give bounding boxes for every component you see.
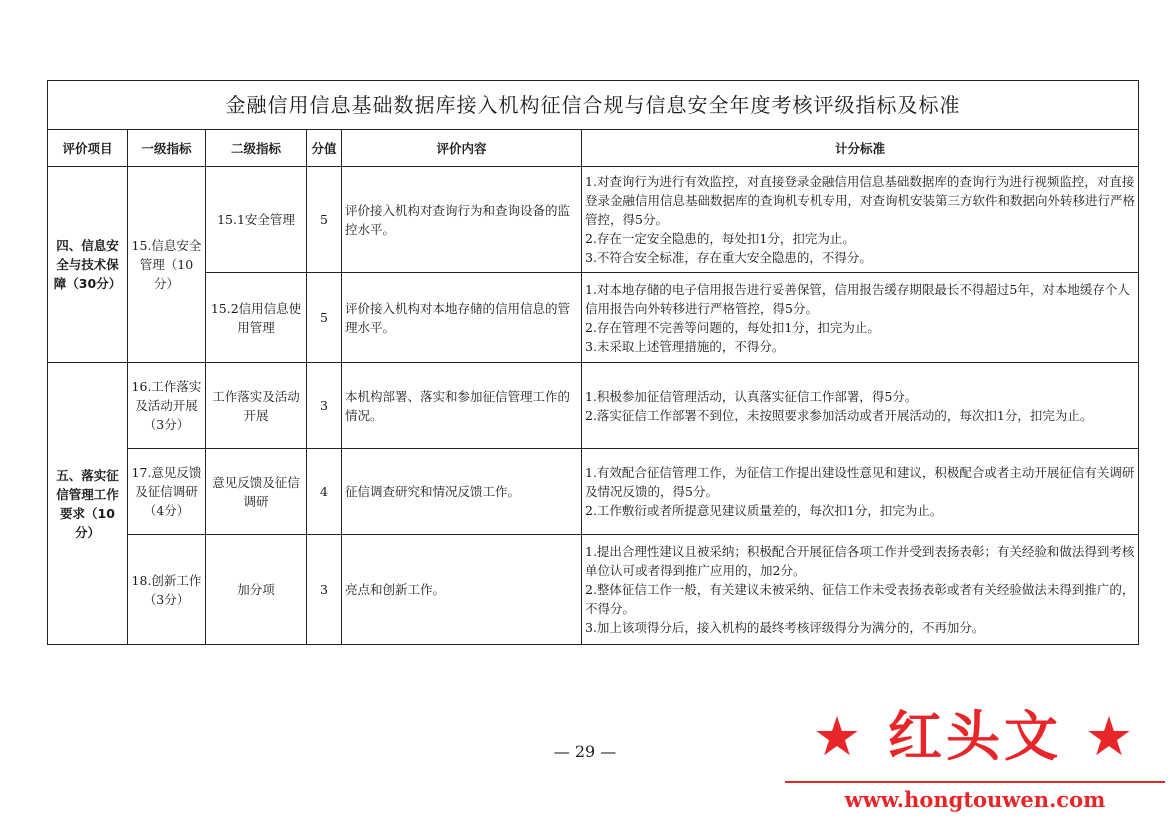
table-row — [48, 363, 1139, 449]
evaluation-table — [47, 80, 1139, 645]
watermark — [785, 705, 1165, 815]
watermark-url: www.hongtouwen.com — [844, 787, 1106, 812]
content-cell: 评价接入机构对查询行为和查询设备的监控水平。 — [342, 167, 582, 273]
title-row — [48, 81, 1139, 130]
criteria-item: 1.对本地存储的电子信用报告进行妥善保管，信用报告缓存期限最长不得超过5年，对本地缓存个人信用报告向外转移进行严格管控，得5分。 — [585, 281, 1130, 316]
criteria-cell — [582, 535, 1139, 645]
criteria-cell — [582, 363, 1139, 449]
watermark-title: ★ 红头文 ★ — [812, 705, 1138, 768]
header-level2: 二级指标 — [206, 130, 307, 167]
criteria-cell — [582, 167, 1139, 273]
page-number: — 29 — — [553, 742, 617, 761]
score-cell: 4 — [307, 449, 342, 535]
score-cell: 5 — [307, 167, 342, 273]
criteria-item: 3.不符合安全标准，存在重大安全隐患的，不得分。 — [585, 250, 872, 265]
table-row — [48, 273, 1139, 363]
content-cell: 亮点和创新工作。 — [342, 535, 582, 645]
table-title: 金融信用信息基础数据库接入机构征信合规与信息安全年度考核评级指标及标准 — [48, 81, 1139, 130]
header-criteria: 计分标准 — [582, 130, 1139, 167]
content-cell: 征信调查研究和情况反馈工作。 — [342, 449, 582, 535]
criteria-item: 3.加上该项得分后，接入机构的最终考核评级得分为满分的，不再加分。 — [585, 620, 985, 635]
table-row — [48, 535, 1139, 645]
criteria-item: 3.未采取上述管理措施的，不得分。 — [585, 338, 785, 354]
category-cell: 四、信息安全与技术保障（30分） — [48, 167, 128, 363]
level2-cell: 工作落实及活动开展 — [206, 363, 307, 449]
level1-cell: 17.意见反馈及征信调研（4分） — [128, 449, 206, 535]
criteria-item: 1.对查询行为进行有效监控，对直接登录金融信用信息基础数据库的查询行为进行视频监控，对直接登录金融信用信息基础数据库的查询机专机专用，对查询机安装第三方软件和数据向外转移进行严格管控，得5分。 — [585, 174, 1136, 227]
level2-cell: 加分项 — [206, 535, 307, 645]
criteria-item: 2.存在一定安全隐患的，每处扣1分，扣完为止。 — [585, 231, 855, 246]
criteria-item: 1.积极参加征信管理活动，认真落实征信工作部署，得5分。 — [585, 388, 918, 404]
level1-cell: 18.创新工作（3分） — [128, 535, 206, 645]
score-cell: 3 — [307, 535, 342, 645]
criteria-item: 1.有效配合征信管理工作，为征信工作提出建设性意见和建议，积极配合或者主动开展征信有关调研及情况反馈的，得5分。 — [585, 465, 1135, 499]
header-eval-item: 评价项目 — [48, 130, 128, 167]
header-row — [48, 130, 1139, 167]
content-cell: 本机构部署、落实和参加征信管理工作的情况。 — [342, 363, 582, 449]
header-level1: 一级指标 — [128, 130, 206, 167]
header-content: 评价内容 — [342, 130, 582, 167]
criteria-item: 2.落实征信工作部署不到位，未按照要求参加活动或者开展活动的，每次扣1分，扣完为止。 — [585, 407, 1093, 423]
level2-cell: 意见反馈及征信调研 — [206, 449, 307, 535]
score-cell: 3 — [307, 363, 342, 449]
header-score: 分值 — [307, 130, 342, 167]
level1-cell: 16.工作落实及活动开展（3分） — [128, 363, 206, 449]
watermark-divider — [785, 781, 1165, 783]
score-cell: 5 — [307, 273, 342, 363]
criteria-item: 2.存在管理不完善等问题的，每处扣1分，扣完为止。 — [585, 319, 880, 335]
category-cell: 五、落实征信管理工作要求（10分） — [48, 363, 128, 645]
criteria-item: 2.整体征信工作一般，有关建议未被采纳、征信工作未受表扬表彰或者有关经验做法未得到推广的，不得分。 — [585, 582, 1135, 616]
criteria-cell — [582, 449, 1139, 535]
table-row — [48, 167, 1139, 273]
criteria-item: 1.提出合理性建议且被采纳；积极配合开展征信各项工作并受到表扬表彰；有关经验和做法得到考核单位认可或者得到推广应用的，加2分。 — [585, 544, 1135, 578]
criteria-cell — [582, 273, 1139, 363]
level1-cell: 15.信息安全管理（10分） — [128, 167, 206, 363]
criteria-item: 2.工作敷衍或者所提意见建议质量差的，每次扣1分，扣完为止。 — [585, 503, 943, 518]
level2-cell: 15.1安全管理 — [206, 167, 307, 273]
table-row — [48, 449, 1139, 535]
content-cell: 评价接入机构对本地存储的信用信息的管理水平。 — [342, 273, 582, 363]
level2-cell: 15.2信用信息使用管理 — [206, 273, 307, 363]
